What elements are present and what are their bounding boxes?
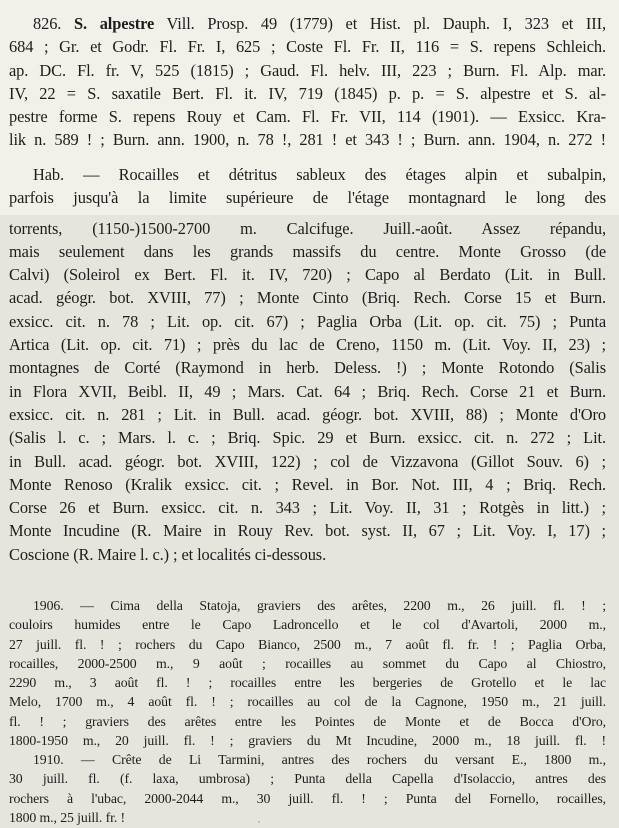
habitat-line: Monte Incudine (R. Maire in Rouy Rev. bot. syst. II, 67 ; Lit. Voy. I, 17) ; bbox=[9, 521, 606, 541]
habitat-line: exsicc. cit. n. 78 ; Lit. op. cit. 67) ; Paglia Orba (Lit. op. cit. 75) ; Punta bbox=[9, 311, 606, 331]
habitat-line: parfois jusqu'à la limite supérieure de l'étage montagnard le long des bbox=[9, 188, 606, 208]
synonymy-line: Vill. Prosp. 49 (1779) et Hist. pl. Dauph. I, 323 et III, bbox=[166, 14, 606, 33]
species-entry-paragraph bbox=[9, 12, 606, 152]
record-1906-line: 1800-1950 m., 20 juill. fl. ! ; graviers du Mt Incudine, 2000 m., 18 juill. fl. ! bbox=[9, 733, 606, 749]
habitat-line: exsicc. cit. n. 281 ; Lit. in Bull. acad. géogr. bot. XVIII, 88) ; Monte d'Oro bbox=[9, 404, 606, 424]
entry-number: 826. bbox=[33, 14, 62, 33]
habitat-line: torrents, (1150-)1500-2700 m. Calcifuge. Juill.-août. Assez répandu, bbox=[9, 218, 606, 238]
habitat-line: Calvi) (Soleirol ex Bert. Fl. it. IV, 720) ; Capo al Berdato (Lit. in Bull. bbox=[9, 265, 606, 285]
record-1906-line: fl. ! ; graviers des arêtes entre les Pointes de Monte et de Bocca d'Oro, bbox=[9, 713, 606, 729]
record-1910-paragraph bbox=[9, 750, 606, 827]
record-1906-line: couloirs humides entre le Capo Ladroncello et le col d'Avartoli, 2000 m., bbox=[9, 617, 606, 633]
record-1906-paragraph bbox=[9, 596, 606, 750]
species-name: S. alpestre bbox=[74, 14, 155, 33]
record-1906-line: 1906. — Cima della Statoja, graviers des arêtes, 2200 m., 26 juill. fl. ! ; bbox=[33, 598, 606, 613]
synonymy-line: pestre forme S. repens Rouy et Cam. Fl. Fr. VII, 114 (1901). — Exsicc. Kra- bbox=[9, 107, 606, 127]
record-1906-line: Melo, 1700 m., 4 août fl. ! ; rocailles au col de la Cagnone, 1950 m., 21 juill. bbox=[9, 694, 606, 710]
habitat-line: mais seulement dans les grands massifs du centre. Monte Grosso (de bbox=[9, 241, 606, 261]
habitat-line: Corse 26 et Burn. exsicc. cit. n. 343 ; Lit. Voy. II, 31 ; Rotgès in litt.) ; bbox=[9, 498, 606, 518]
habitat-line: (Salis l. c. ; Mars. l. c. ; Briq. Spic. 29 et Burn. exsicc. cit. n. 272 ; Lit. bbox=[9, 428, 606, 448]
habitat-line: Coscione (R. Maire l. c.) ; et localités ci-dessous. bbox=[9, 544, 327, 564]
record-1910-line: rochers à l'ubac, 2000-2044 m., 30 juill. fl. ! ; Punta del Fornello, rocailles, bbox=[9, 790, 606, 806]
synonymy-line: IV, 22 = S. saxatile Bert. Fl. it. IV, 719 (1845) p. p. = S. alpestre et S. al- bbox=[9, 83, 606, 103]
synonymy-line: 684 ; Gr. et Godr. Fl. Fr. I, 625 ; Coste Fl. Fr. II, 116 = S. repens Schleich. bbox=[9, 37, 606, 57]
habitat-line: montagnes de Corté (Raymond in herb. Deless. !) ; Monte Rotondo (Salis bbox=[9, 358, 606, 378]
habitat-line: Monte Renoso (Kralik exsicc. cit. ; Revel. in Bor. Not. III, 4 ; Briq. Rech. bbox=[9, 474, 606, 494]
habitat-paragraph bbox=[9, 163, 606, 566]
species-entry-line-1 bbox=[9, 12, 606, 35]
record-1910-line: 30 juill. fl. (f. laxa, umbrosa) ; Punta della Capella d'Isolaccio, antres des bbox=[9, 771, 606, 787]
habitat-line: in Bull. acad. géogr. bot. XVIII, 122) ; col de Vizzavona (Gillot Souv. 6) ; bbox=[9, 451, 606, 471]
record-1910-line: 1800 m., 25 juill. fr. ! bbox=[9, 809, 126, 825]
record-1906-line: rocailles, 2000-2500 m., 9 août ; rocailles au sommet du Capo al Chiostro, bbox=[9, 655, 606, 671]
record-1906-line: 27 juill. fl. ! ; rochers du Capo Bianco, 2500 m., 7 août fl. fr. ! ; Paglia Orba, bbox=[9, 636, 606, 652]
habitat-line: Artica (Lit. op. cit. 71) ; près du lac de Creno, 1150 m. (Lit. Voy. II, 23) ; bbox=[9, 335, 606, 355]
habitat-line: in Flora XVII, Beibl. II, 49 ; Mars. Cat. 64 ; Briq. Rech. Corse 21 et Burn. bbox=[9, 381, 606, 401]
record-1910-line: 1910. — Crête de Li Tarmini, antres des rochers du versant E., 1800 m., bbox=[33, 752, 606, 767]
habitat-line: acad. géogr. bot. XVIII, 77) ; Monte Cinto (Briq. Rech. Corse 15 et Burn. bbox=[9, 288, 606, 308]
record-1906-line: 2290 m., 3 août fl. ! ; rocailles entre les bergeries de Grotello et le lac bbox=[9, 675, 606, 691]
synonymy-line: ap. DC. Fl. fr. V, 525 (1815) ; Gaud. Fl. helv. III, 223 ; Burn. Fl. Alp. mar. bbox=[9, 60, 606, 80]
habitat-line: Hab. — Rocailles et détritus sableux des étages alpin et subalpin, bbox=[33, 165, 606, 184]
stray-print-mark: , bbox=[258, 815, 260, 824]
synonymy-line: lik n. 589 ! ; Burn. ann. 1900, n. 78 !, 281 ! et 343 ! ; Burn. ann. 1904, n. 272 ! bbox=[9, 130, 606, 150]
